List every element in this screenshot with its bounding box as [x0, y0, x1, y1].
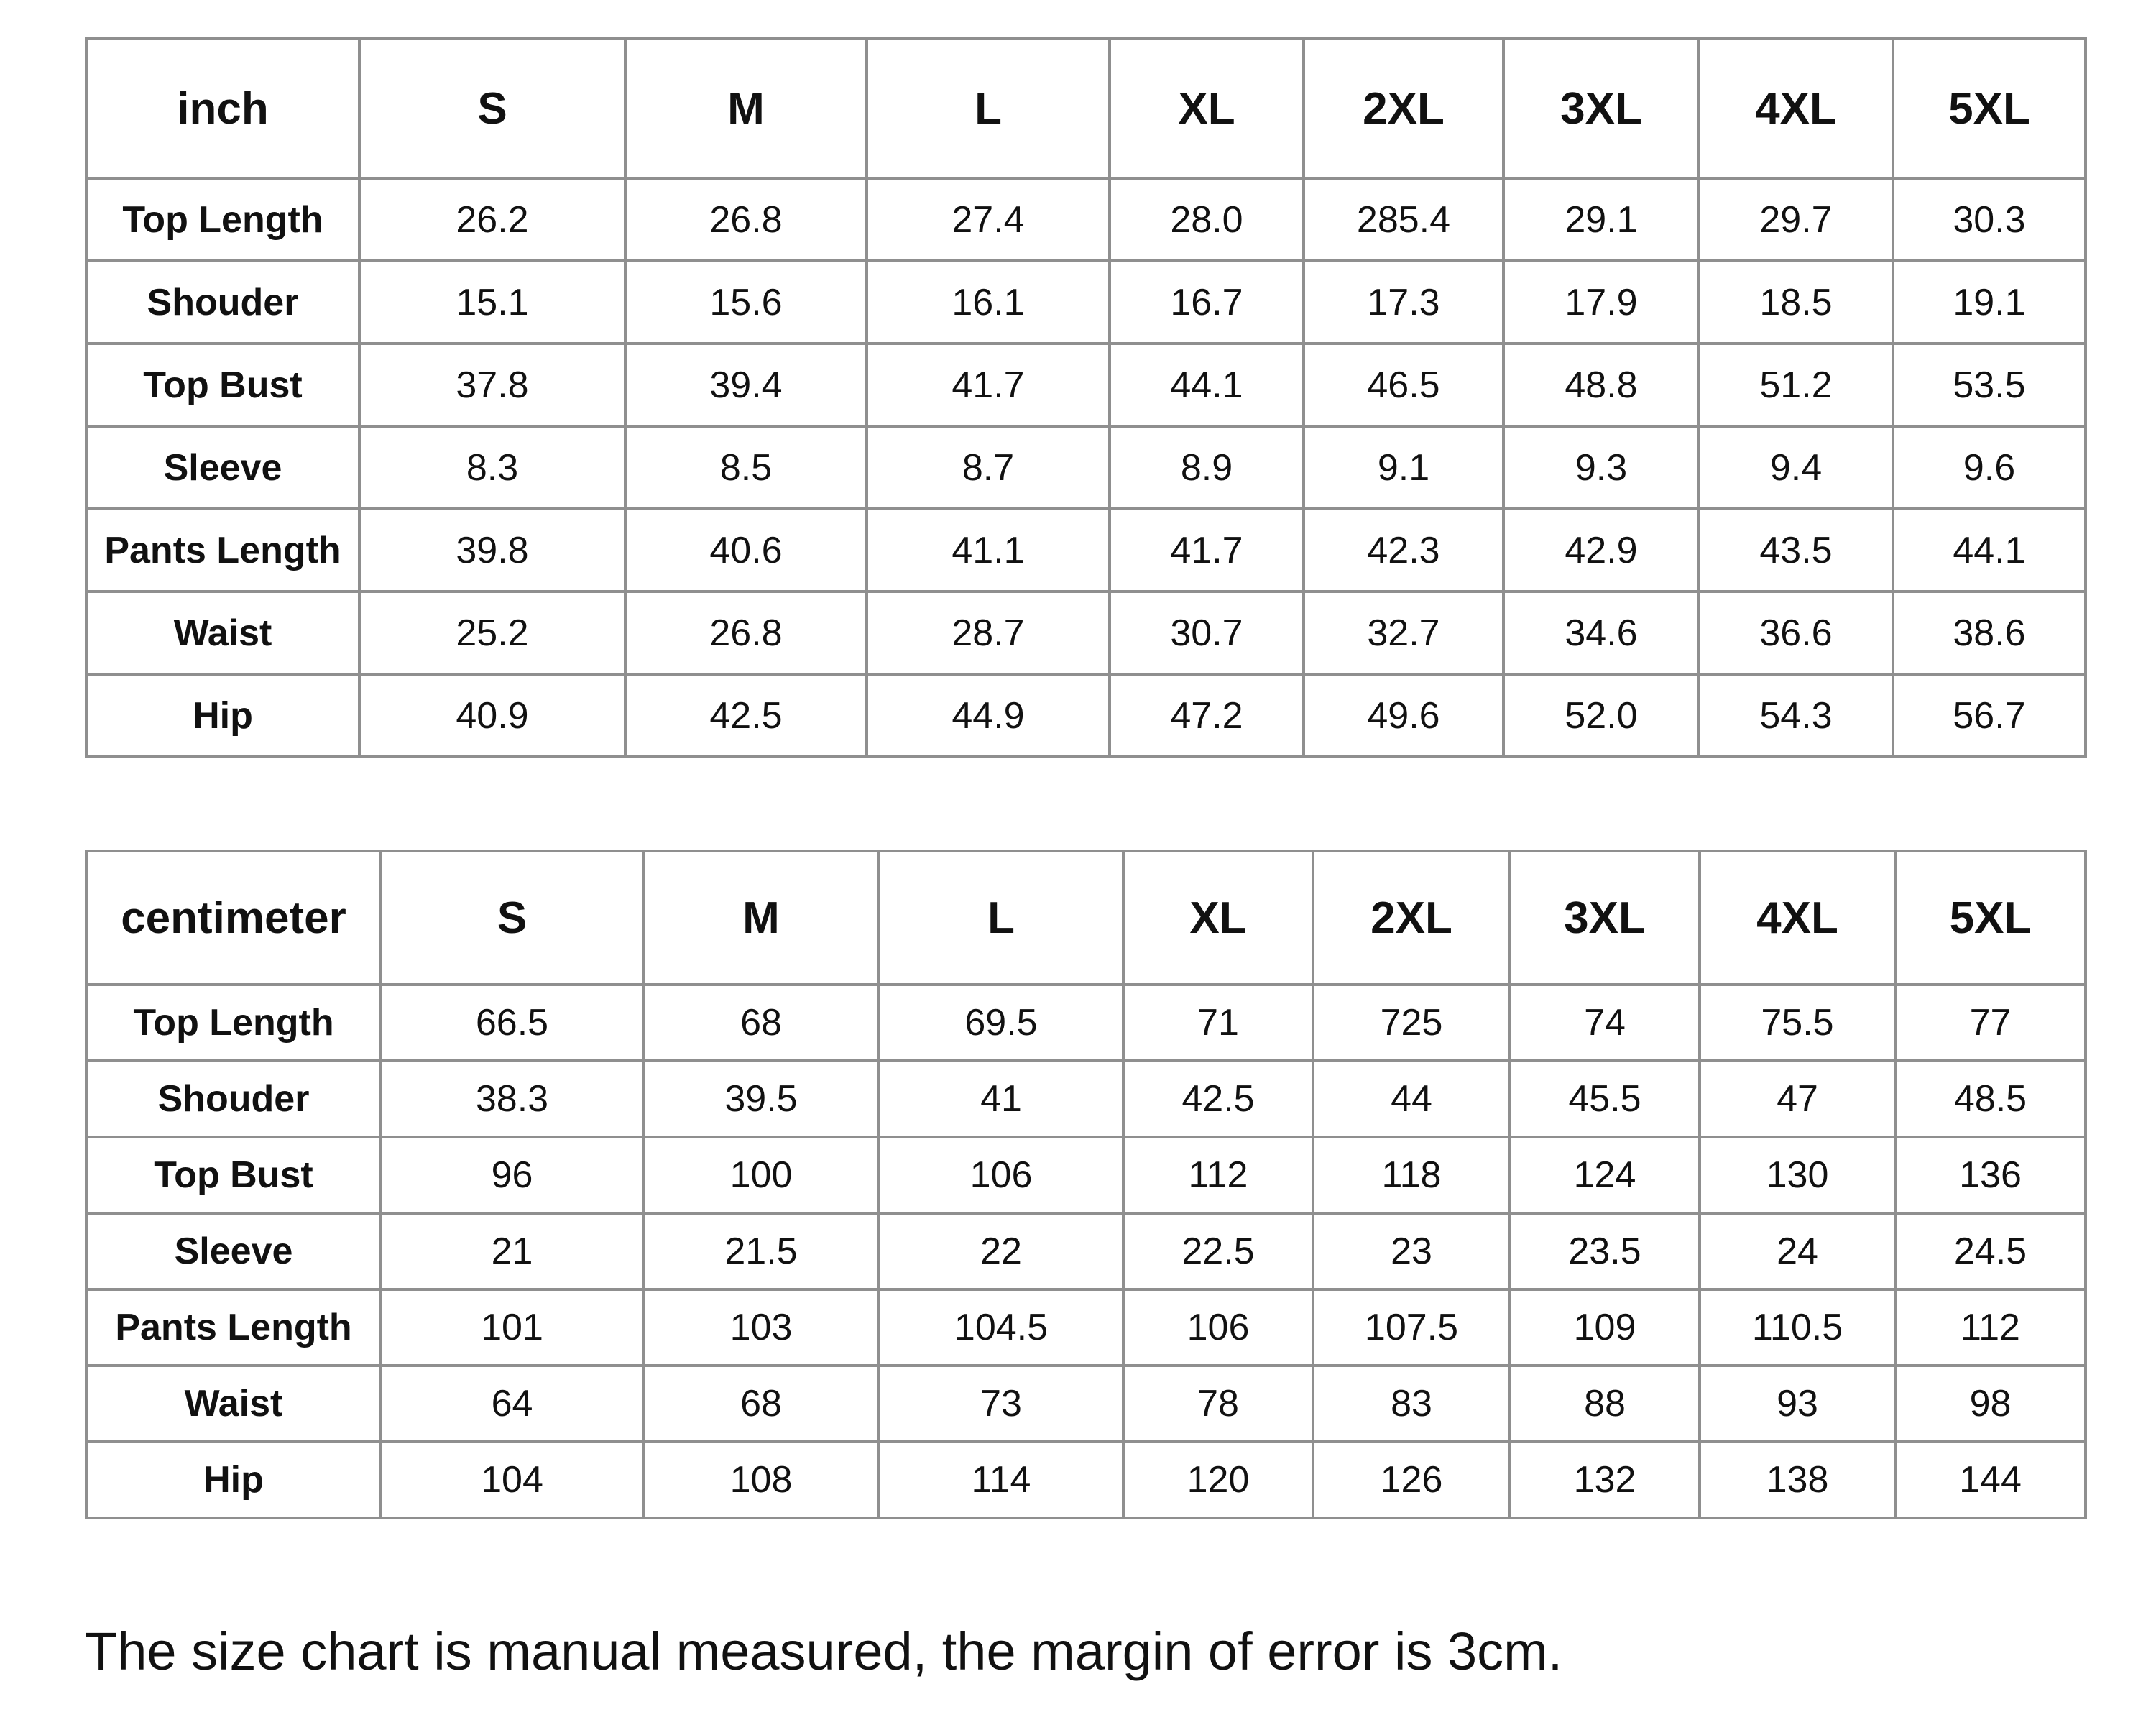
- table-row: [86, 261, 2086, 344]
- table-cell: 26.8: [625, 592, 867, 674]
- table-cell: 130: [1700, 1137, 1895, 1213]
- table-cell: 725: [1313, 985, 1510, 1061]
- table-cell: 112: [1123, 1137, 1313, 1213]
- table-cell: 52.0: [1503, 674, 1699, 757]
- table-cell: 93: [1700, 1366, 1895, 1442]
- table-cell: 144: [1895, 1442, 2086, 1518]
- table-cell: 88: [1510, 1366, 1700, 1442]
- table-row: [86, 426, 2086, 509]
- table-cell: 8.5: [625, 426, 867, 509]
- measurement-label: Top Length: [86, 178, 359, 261]
- table-cell: 114: [879, 1442, 1123, 1518]
- table-cell: 48.8: [1503, 344, 1699, 426]
- table-cell: 41.1: [867, 509, 1110, 592]
- table-cell: 49.6: [1304, 674, 1503, 757]
- measurement-label: Waist: [86, 1366, 381, 1442]
- table-cell: 106: [879, 1137, 1123, 1213]
- table-cell: 15.6: [625, 261, 867, 344]
- measurement-label: Top Bust: [86, 1137, 381, 1213]
- table-row: [86, 1289, 2086, 1366]
- table-cell: 26.2: [359, 178, 625, 261]
- table-cell: 74: [1510, 985, 1700, 1061]
- table-cell: 69.5: [879, 985, 1123, 1061]
- table-cell: 9.4: [1699, 426, 1893, 509]
- table-cell: 109: [1510, 1289, 1700, 1366]
- measurement-label: Pants Length: [86, 1289, 381, 1366]
- table-cell: 41: [879, 1061, 1123, 1137]
- table-cell: 29.1: [1503, 178, 1699, 261]
- size-header: L: [879, 851, 1123, 985]
- table-row: [86, 592, 2086, 674]
- table-cell: 47.2: [1110, 674, 1304, 757]
- table-cell: 21.5: [643, 1213, 879, 1289]
- table-cell: 18.5: [1699, 261, 1893, 344]
- size-header: XL: [1110, 39, 1304, 178]
- table-cell: 32.7: [1304, 592, 1503, 674]
- table-cell: 17.3: [1304, 261, 1503, 344]
- table-cell: 47: [1700, 1061, 1895, 1137]
- table-cell: 108: [643, 1442, 879, 1518]
- table-cell: 30.3: [1893, 178, 2086, 261]
- table-cell: 28.0: [1110, 178, 1304, 261]
- table-row: [86, 985, 2086, 1061]
- table-cell: 37.8: [359, 344, 625, 426]
- table-cell: 78: [1123, 1366, 1313, 1442]
- table-cell: 100: [643, 1137, 879, 1213]
- table-cell: 42.5: [625, 674, 867, 757]
- header-row: [86, 851, 2086, 985]
- table-cell: 64: [381, 1366, 643, 1442]
- table-row: [86, 1442, 2086, 1518]
- table-cell: 101: [381, 1289, 643, 1366]
- table-cell: 27.4: [867, 178, 1110, 261]
- table-cell: 34.6: [1503, 592, 1699, 674]
- table-cell: 42.5: [1123, 1061, 1313, 1137]
- measurement-label: Shouder: [86, 261, 359, 344]
- inch-size-table: [85, 37, 2087, 758]
- table-cell: 44.1: [1110, 344, 1304, 426]
- size-header: 4XL: [1700, 851, 1895, 985]
- table-cell: 120: [1123, 1442, 1313, 1518]
- table-cell: 285.4: [1304, 178, 1503, 261]
- table-cell: 29.7: [1699, 178, 1893, 261]
- table-cell: 19.1: [1893, 261, 2086, 344]
- table-cell: 15.1: [359, 261, 625, 344]
- table-cell: 136: [1895, 1137, 2086, 1213]
- table-cell: 75.5: [1700, 985, 1895, 1061]
- size-header: XL: [1123, 851, 1313, 985]
- size-header: 2XL: [1313, 851, 1510, 985]
- table-cell: 8.7: [867, 426, 1110, 509]
- table-cell: 24.5: [1895, 1213, 2086, 1289]
- size-header: M: [625, 39, 867, 178]
- table-cell: 54.3: [1699, 674, 1893, 757]
- table-cell: 22: [879, 1213, 1123, 1289]
- table-cell: 9.3: [1503, 426, 1699, 509]
- table-cell: 44.9: [867, 674, 1110, 757]
- table-row: [86, 674, 2086, 757]
- unit-label: inch: [86, 39, 359, 178]
- table-row: [86, 1137, 2086, 1213]
- table-cell: 42.3: [1304, 509, 1503, 592]
- measurement-label: Hip: [86, 674, 359, 757]
- table-cell: 28.7: [867, 592, 1110, 674]
- table-cell: 41.7: [867, 344, 1110, 426]
- table-cell: 77: [1895, 985, 2086, 1061]
- table-cell: 96: [381, 1137, 643, 1213]
- size-header: 5XL: [1893, 39, 2086, 178]
- header-row: [86, 39, 2086, 178]
- table-cell: 36.6: [1699, 592, 1893, 674]
- table-cell: 126: [1313, 1442, 1510, 1518]
- size-header: 5XL: [1895, 851, 2086, 985]
- measurement-label: Shouder: [86, 1061, 381, 1137]
- table-cell: 103: [643, 1289, 879, 1366]
- size-chart-footnote: The size chart is manual measured, the margin of error is 3cm.: [85, 1621, 1563, 1681]
- table-cell: 16.7: [1110, 261, 1304, 344]
- measurement-label: Sleeve: [86, 1213, 381, 1289]
- table-cell: 71: [1123, 985, 1313, 1061]
- size-header: M: [643, 851, 879, 985]
- table-cell: 24: [1700, 1213, 1895, 1289]
- table-cell: 23: [1313, 1213, 1510, 1289]
- table-cell: 39.8: [359, 509, 625, 592]
- table-cell: 51.2: [1699, 344, 1893, 426]
- table-cell: 22.5: [1123, 1213, 1313, 1289]
- table-cell: 112: [1895, 1289, 2086, 1366]
- table-cell: 9.1: [1304, 426, 1503, 509]
- size-header: 4XL: [1699, 39, 1893, 178]
- table-row: [86, 1366, 2086, 1442]
- size-header: 2XL: [1304, 39, 1503, 178]
- size-header: 3XL: [1503, 39, 1699, 178]
- table-row: [86, 178, 2086, 261]
- table-cell: 45.5: [1510, 1061, 1700, 1137]
- table-cell: 8.3: [359, 426, 625, 509]
- table-cell: 44.1: [1893, 509, 2086, 592]
- table-cell: 25.2: [359, 592, 625, 674]
- table-row: [86, 509, 2086, 592]
- table-cell: 48.5: [1895, 1061, 2086, 1137]
- table-cell: 26.8: [625, 178, 867, 261]
- measurement-label: Top Length: [86, 985, 381, 1061]
- size-header: S: [381, 851, 643, 985]
- table-cell: 110.5: [1700, 1289, 1895, 1366]
- table-cell: 39.5: [643, 1061, 879, 1137]
- table-cell: 68: [643, 985, 879, 1061]
- size-header: S: [359, 39, 625, 178]
- table-cell: 138: [1700, 1442, 1895, 1518]
- table-cell: 104: [381, 1442, 643, 1518]
- table-cell: 44: [1313, 1061, 1510, 1137]
- measurement-label: Top Bust: [86, 344, 359, 426]
- table-cell: 56.7: [1893, 674, 2086, 757]
- table-cell: 23.5: [1510, 1213, 1700, 1289]
- table-cell: 46.5: [1304, 344, 1503, 426]
- table-cell: 17.9: [1503, 261, 1699, 344]
- table-cell: 21: [381, 1213, 643, 1289]
- table-cell: 83: [1313, 1366, 1510, 1442]
- table-cell: 43.5: [1699, 509, 1893, 592]
- unit-label: centimeter: [86, 851, 381, 985]
- size-header: L: [867, 39, 1110, 178]
- table-cell: 107.5: [1313, 1289, 1510, 1366]
- table-cell: 104.5: [879, 1289, 1123, 1366]
- table-cell: 38.3: [381, 1061, 643, 1137]
- table-row: [86, 1213, 2086, 1289]
- measurement-label: Waist: [86, 592, 359, 674]
- size-header: 3XL: [1510, 851, 1700, 985]
- measurement-label: Sleeve: [86, 426, 359, 509]
- table-cell: 53.5: [1893, 344, 2086, 426]
- table-cell: 8.9: [1110, 426, 1304, 509]
- centimeter-size-table: [85, 850, 2087, 1519]
- table-cell: 30.7: [1110, 592, 1304, 674]
- table-cell: 73: [879, 1366, 1123, 1442]
- measurement-label: Hip: [86, 1442, 381, 1518]
- table-cell: 16.1: [867, 261, 1110, 344]
- table-cell: 39.4: [625, 344, 867, 426]
- measurement-label: Pants Length: [86, 509, 359, 592]
- table-cell: 68: [643, 1366, 879, 1442]
- table-cell: 132: [1510, 1442, 1700, 1518]
- table-cell: 40.9: [359, 674, 625, 757]
- table-cell: 118: [1313, 1137, 1510, 1213]
- table-cell: 98: [1895, 1366, 2086, 1442]
- table-cell: 41.7: [1110, 509, 1304, 592]
- table-cell: 106: [1123, 1289, 1313, 1366]
- table-cell: 40.6: [625, 509, 867, 592]
- table-cell: 9.6: [1893, 426, 2086, 509]
- table-cell: 124: [1510, 1137, 1700, 1213]
- table-cell: 66.5: [381, 985, 643, 1061]
- table-row: [86, 344, 2086, 426]
- table-cell: 38.6: [1893, 592, 2086, 674]
- table-cell: 42.9: [1503, 509, 1699, 592]
- table-row: [86, 1061, 2086, 1137]
